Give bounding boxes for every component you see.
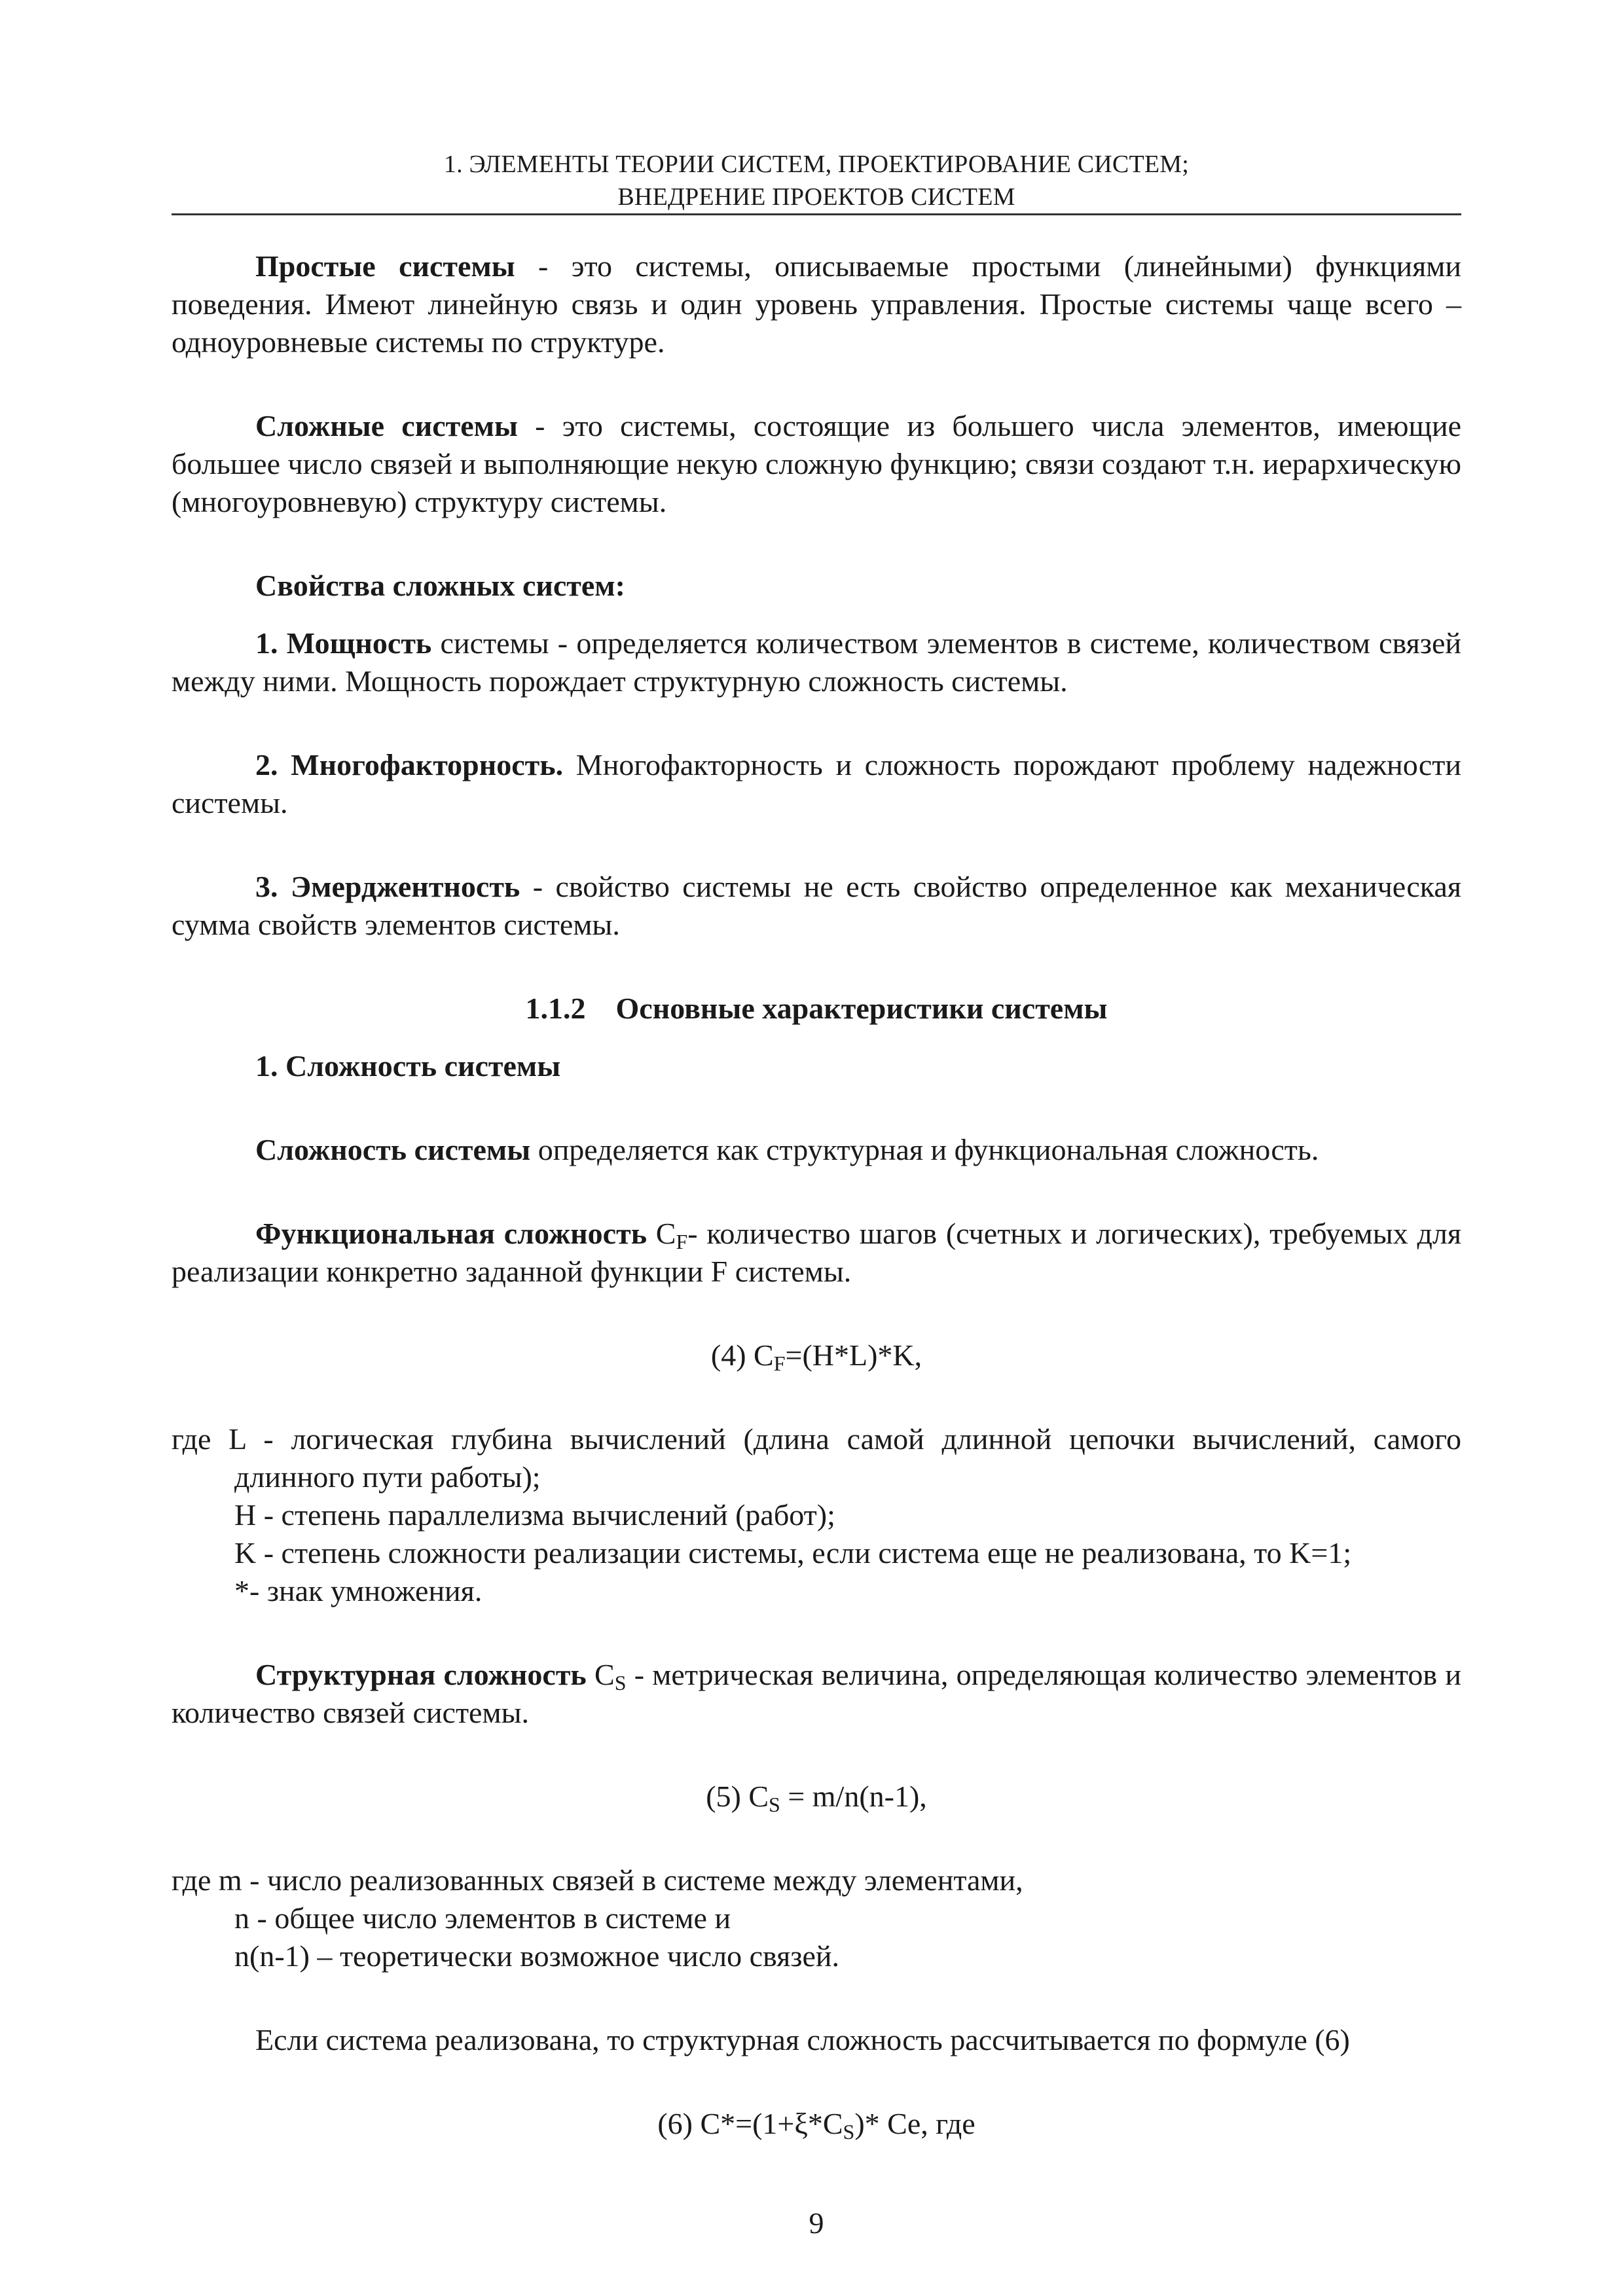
document-page [172,0,1461,2296]
where-n: n - общее число элементов в системе и [234,1901,731,1935]
term-emergence: 3. Эмерджентность [255,870,520,903]
term-functional-complexity: Функциональная сложность [255,1217,647,1250]
section-heading: 1.1.2 Основные характеристики системы [525,992,1108,1025]
paragraph-realized: Если система реализована, то структурная сложность рассчитывается по формуле (6) [255,2023,1350,2056]
term-complexity: Сложность системы [255,1133,531,1166]
term-structural-complexity: Структурная сложность [255,1658,587,1691]
property-multifactor: 2. Многофакторность. Многофакторность и сложность порождают проблему надежности системы. [172,748,1461,819]
formula-4: (4) $C_F=(H*L)*K$, [710,1338,922,1375]
header-divider [172,213,1461,215]
formula-6: (6) $C*=(1+\xi*C_S)*$ Ce, где [657,2107,976,2144]
paragraph-simple-systems: Простые системы - это системы, описываемые простыми (линейными) функциями поведения. Имеют линейную связь и один уровень управления. Простые системы чаще всего – одноуровневые системы по структуре. [172,249,1461,359]
paragraph-functional-complexity: Функциональная сложность $C_F-$ количество шагов (счетных и логических), требуемых для реализации конкретно заданной функции F системы. [172,1217,1461,1288]
where-star: *- знак умножения. [234,1574,483,1607]
paragraph-complex-systems: Сложные системы - это системы, состоящие из большего числа элементов, имеющие большее число связей и выполняющие некую сложную функцию; связи создают т.н. иерархическую (многоуровневую) структуру системы. [172,409,1461,518]
where-k: K - степень сложности реализации системы, если система еще не реализована, то K=1; [234,1536,1352,1570]
term-complex-systems: Сложные системы [255,409,518,442]
term-simple-systems: Простые системы [255,249,515,283]
formula-5: (5) $C_S = m/n(n-1)$, [706,1780,927,1816]
property-emergence: 3. Эмерджентность - свойство системы не есть свойство определенное как механическая сумма свойств элементов системы. [172,870,1462,941]
property-power: 1. Мощность системы - определяется количеством элементов в системе, количеством связей между ними. Мощность порождает структурную сложность системы. [172,626,1461,698]
term-power: 1. Мощность [255,626,432,660]
page-number: 9 [809,2206,824,2240]
header-line-1: 1. ЭЛЕМЕНТЫ ТЕОРИИ СИСТЕМ, ПРОЕКТИРОВАНИЕ СИСТЕМ; [443,151,1190,178]
where-h: H - степень параллелизма вычислений (работ); [234,1498,835,1532]
subsection-heading: 1. Сложность системы [255,1049,561,1083]
header-line-2: ВНЕДРЕНИЕ ПРОЕКТОВ СИСТЕМ [617,183,1015,211]
running-header [172,148,1461,213]
where-nn: n(n-1) – теоретически возможное число связей. [234,1939,839,1973]
where-l: где L - логическая глубина вычислений (длина самой длинной цепочки вычислений, самого длинного пути работы); [172,1422,1461,1494]
where-m: где m - число реализованных связей в системе между элементами, [172,1863,1023,1897]
term-multifactor: 2. Многофакторность. [255,748,564,781]
paragraph-structural-complexity: Структурная сложность $C_S$ - метрическая величина, определяющая количество элементов и количество связей системы. [172,1658,1462,1729]
paragraph-complexity: Сложность системы определяется как структурная и функциональная сложность. [255,1133,1319,1166]
body-text [172,247,1461,2143]
properties-heading: Свойства сложных систем: [255,569,625,602]
